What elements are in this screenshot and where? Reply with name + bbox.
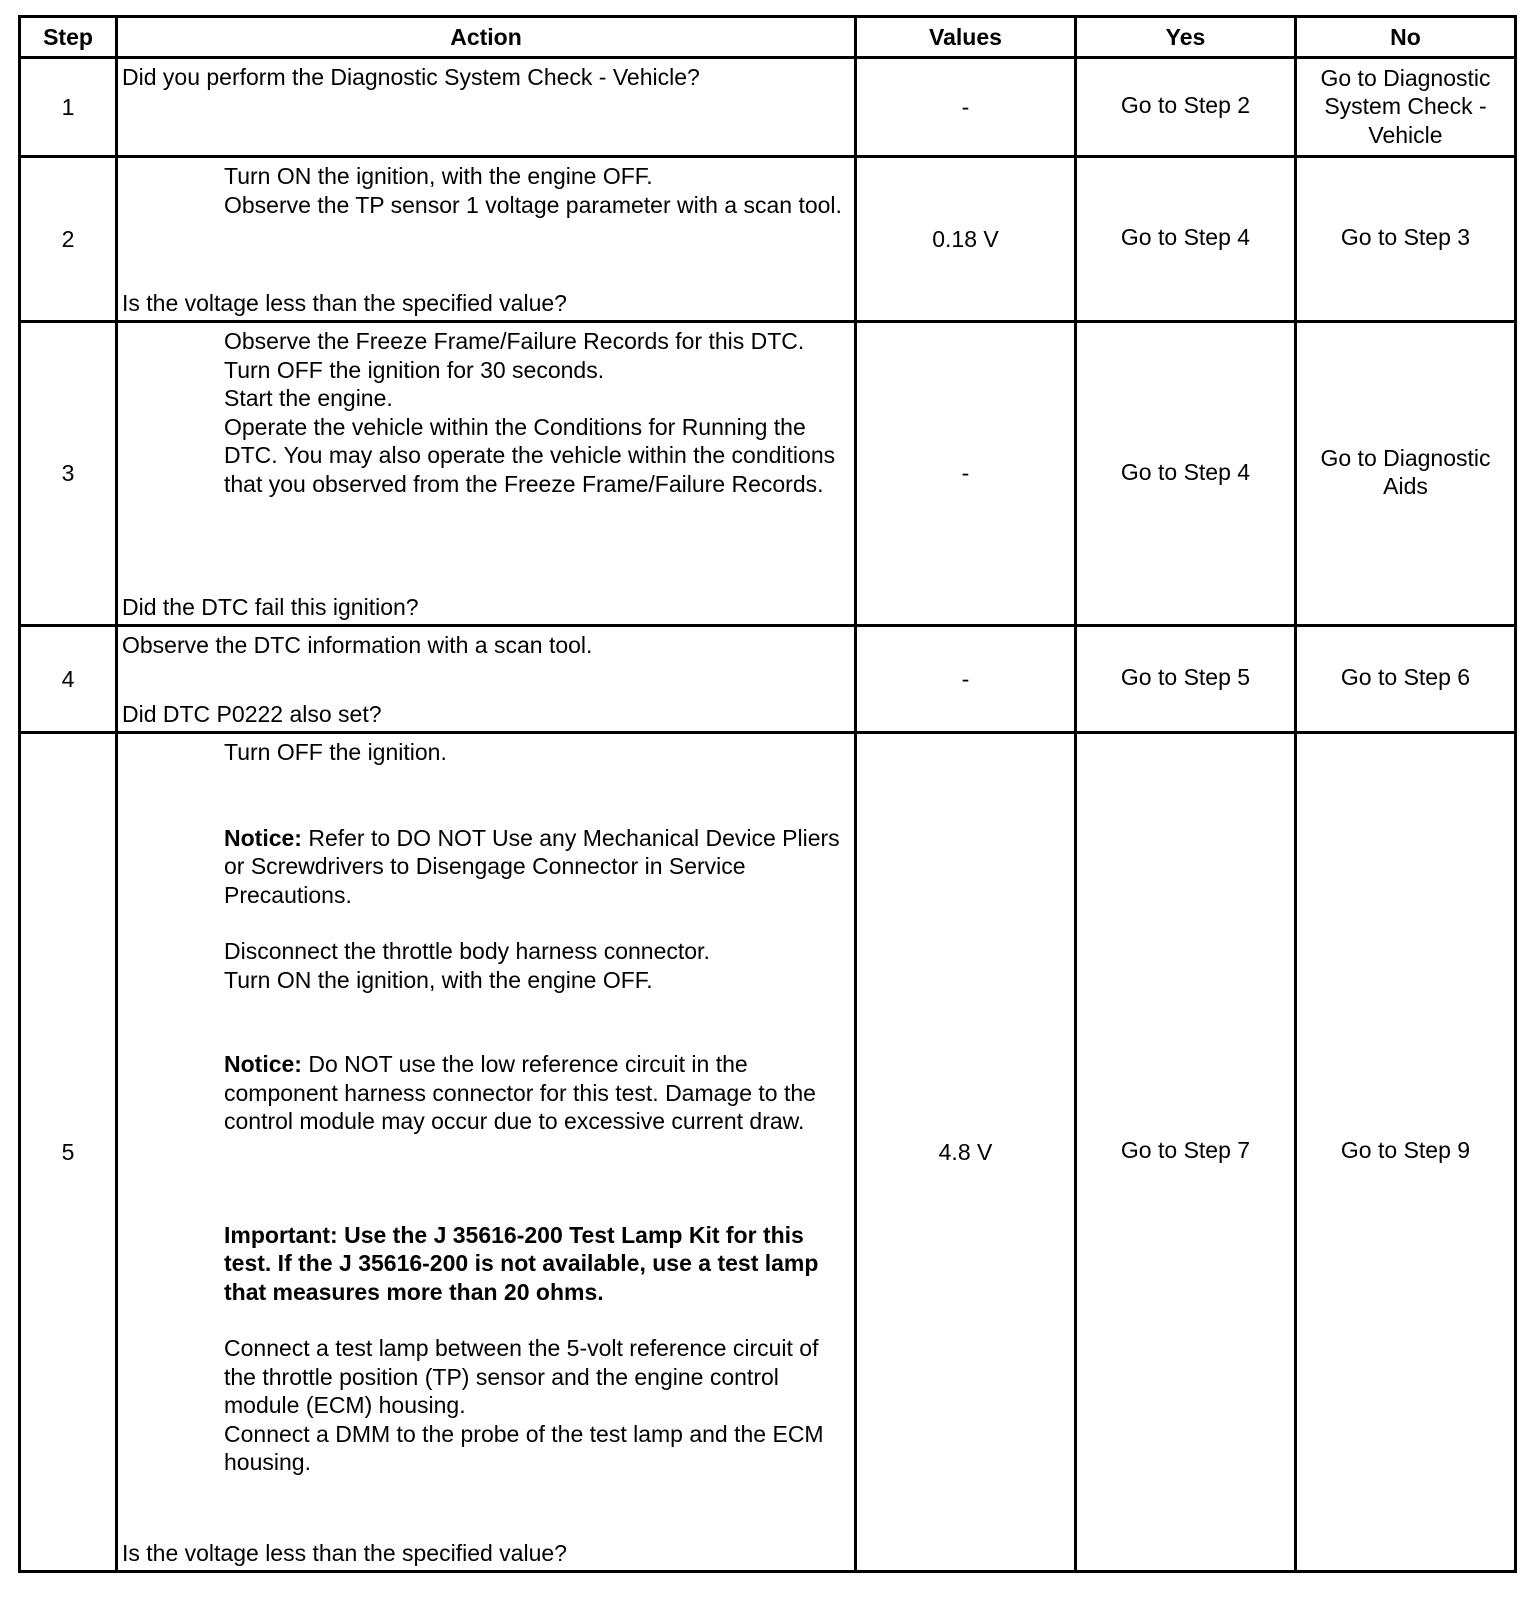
instruction-text: Connect a test lamp between the 5-volt reference circuit of the throttle position (TP) sensor and the engine control module (ECM) housing. bbox=[224, 1335, 819, 1418]
value-cell: - bbox=[856, 58, 1076, 157]
action-cell bbox=[117, 322, 856, 626]
table-row bbox=[20, 733, 1516, 1572]
value-cell: 4.8 V bbox=[856, 733, 1076, 1572]
action-intro: Observe the DTC information with a scan tool. bbox=[122, 632, 593, 658]
header-row bbox=[20, 17, 1516, 58]
instruction-text: Operate the vehicle within the Conditions for Running the DTC. You may also operate the vehicle within the conditions that you observed from the Freeze Frame/Failure Records. bbox=[224, 413, 836, 497]
table-row bbox=[20, 626, 1516, 733]
notice-paragraph bbox=[224, 1050, 844, 1136]
yes-cell: Go to Step 5 bbox=[1076, 626, 1296, 733]
table-row bbox=[20, 157, 1516, 322]
table-row bbox=[20, 322, 1516, 626]
instruction-text: Start the engine. bbox=[224, 385, 393, 411]
action-cell bbox=[117, 157, 856, 322]
header-values: Values bbox=[856, 17, 1076, 58]
value-cell: - bbox=[856, 322, 1076, 626]
yes-cell: Go to Step 4 bbox=[1076, 157, 1296, 322]
header-step: Step bbox=[20, 17, 117, 58]
yes-cell: Go to Step 2 bbox=[1076, 58, 1296, 157]
step-number: 4 bbox=[20, 626, 117, 733]
instruction-text: Connect a DMM to the probe of the test lamp and the ECM housing. bbox=[224, 1420, 824, 1475]
notice-text: Refer to DO NOT Use any Mechanical Device Pliers or Screwdrivers to Disengage Connector in Service Precautions. bbox=[224, 824, 840, 908]
notice-text: Do NOT use the low reference circuit in the component harness connector for this test. Damage to the control module may occur due to excessive current draw. bbox=[224, 1051, 816, 1134]
instruction-text: Turn OFF the ignition. bbox=[224, 739, 447, 765]
step-number: 2 bbox=[20, 157, 117, 322]
action-question: Did the DTC fail this ignition? bbox=[122, 593, 419, 620]
header-action: Action bbox=[117, 17, 856, 58]
action-instructions bbox=[122, 162, 844, 219]
action-instructions bbox=[122, 738, 844, 1477]
instruction-text: Observe the TP sensor 1 voltage parameter with a scan tool. bbox=[224, 191, 842, 218]
notice-paragraph bbox=[224, 824, 844, 910]
diagnostic-table bbox=[18, 15, 1517, 1573]
value-cell: - bbox=[856, 626, 1076, 733]
action-question: Is the voltage less than the specified value? bbox=[122, 1539, 567, 1566]
instruction-text: Turn OFF the ignition for 30 seconds. bbox=[224, 356, 605, 383]
step-number: 5 bbox=[20, 733, 117, 1572]
instruction-text: Disconnect the throttle body harness connector. bbox=[224, 938, 710, 964]
header-no: No bbox=[1296, 17, 1516, 58]
header-yes: Yes bbox=[1076, 17, 1296, 58]
no-cell: Go to Diagnostic System Check - Vehicle bbox=[1296, 58, 1516, 157]
step-number: 1 bbox=[20, 58, 117, 157]
no-cell: Go to Step 9 bbox=[1296, 733, 1516, 1572]
action-question: Is the voltage less than the specified value? bbox=[122, 289, 567, 316]
instruction-text: Observe the Freeze Frame/Failure Records for this DTC. bbox=[224, 328, 805, 354]
no-cell: Go to Step 3 bbox=[1296, 157, 1516, 322]
notice-label: Notice: bbox=[224, 824, 302, 851]
action-cell bbox=[117, 58, 856, 157]
yes-cell: Go to Step 7 bbox=[1076, 733, 1296, 1572]
important-note: Important: Use the J 35616-200 Test Lamp Kit for this test. If the J 35616-200 is not available, use a test lamp that measures more than 20 ohms. bbox=[224, 1221, 819, 1305]
table-row bbox=[20, 58, 1516, 157]
no-cell: Go to Step 6 bbox=[1296, 626, 1516, 733]
action-cell bbox=[117, 626, 856, 733]
notice-label: Notice: bbox=[224, 1051, 302, 1077]
yes-cell: Go to Step 4 bbox=[1076, 322, 1296, 626]
action-question: Did DTC P0222 also set? bbox=[122, 700, 382, 727]
action-question: Did you perform the Diagnostic System Check - Vehicle? bbox=[122, 64, 700, 90]
value-cell: 0.18 V bbox=[856, 157, 1076, 322]
instruction-text: Turn ON the ignition, with the engine OFF. bbox=[224, 163, 653, 189]
step-number: 3 bbox=[20, 322, 117, 626]
action-cell bbox=[117, 733, 856, 1572]
instruction-text: Turn ON the ignition, with the engine OFF. bbox=[224, 966, 653, 993]
no-cell: Go to Diagnostic Aids bbox=[1296, 322, 1516, 626]
action-instructions bbox=[122, 327, 844, 498]
